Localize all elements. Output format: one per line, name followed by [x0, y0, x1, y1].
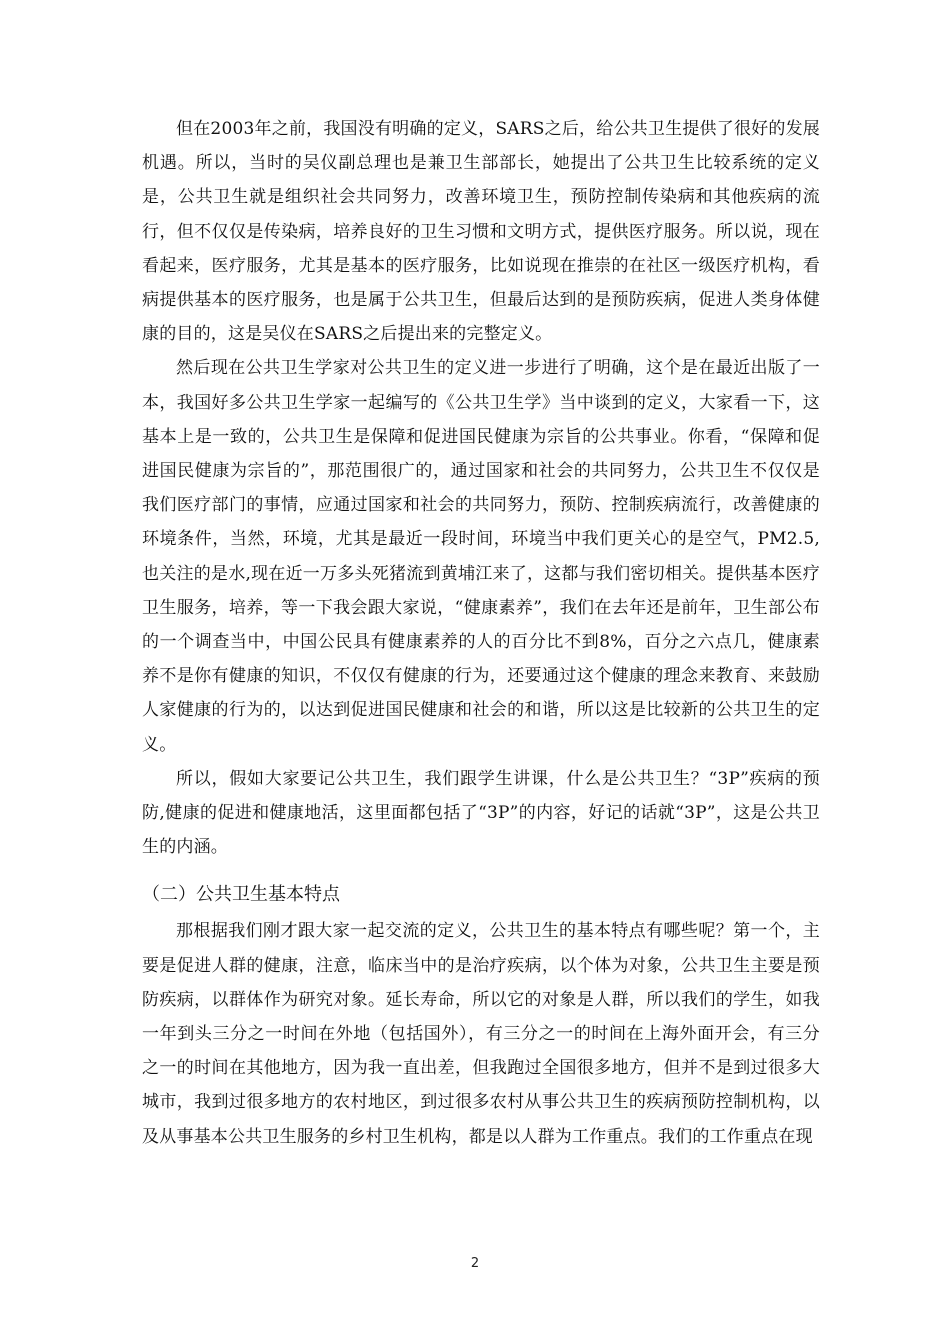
paragraph-sars-definition: 但在2003年之前，我国没有明确的定义，SARS之后，给公共卫生提供了很好的发展机遇。所以，当时的吴仪副总理也是兼卫生部部长，她提出了公共卫生比较系统的定义是，公共卫生就是组织社会共同努力，改善环境卫生，预防控制传染病和其他疾病的流行，但不仅仅是传染病，培养良好的卫生习惯和文明方式，提供医疗服务。所以说，现在看起来，医疗服务，尤其是基本的医疗服务，比如说现在推崇的在社区一级医疗机构，看病提供基本的医疗服务，也是属于公共卫生，但最后达到的是预防疾病，促进人类身体健康的目的，这是吴仪在SARS之后提出来的完整定义。 — [142, 119, 820, 345]
document-body — [142, 112, 820, 1154]
section-heading: （二）公共卫生基本特点 — [142, 884, 340, 906]
page-number: 2 — [470, 1256, 480, 1271]
paragraph-3p-summary: 所以，假如大家要记公共卫生，我们跟学生讲课，什么是公共卫生？“3P”疾病的预防,健康的促进和健康地活，这里面都包括了“3P”的内容，好记的话就“3P”，这是公共卫生的内涵。 — [142, 768, 820, 858]
paragraph-public-health-definition: 然后现在公共卫生学家对公共卫生的定义进一步进行了明确，这个是在最近出版了一本，我国好多公共卫生学家一起编写的《公共卫生学》当中谈到的定义，大家看一下，这基本上是一致的，公共卫生是保障和促进国民健康为宗旨的公共事业。你看，“保障和促进国民健康为宗旨的”，那范围很广的，通过国家和社会的共同努力，公共卫生不仅仅是我们医疗部门的事情，应通过国家和社会的共同努力，预防、控制疾病流行，改善健康的环境条件，当然，环境，尤其是最近一段时间，环境当中我们更关心的是空气，PM2.5,也关注的是水,现在近一万多头死猪流到黄埔江来了，这都与我们密切相关。提供基本医疗卫生服务，培养，等一下我会跟大家说，“健康素养”，我们在去年还是前年，卫生部公布的一个调查当中，中国公民具有健康素养的人的百分比不到8%，百分之六点几，健康素养不是你有健康的知识，不仅仅有健康的行为，还要通过这个健康的理念来教育、来鼓励人家健康的行为的，以达到促进国民健康和社会的和谐，所以这是比较新的公共卫生的定义。 — [142, 358, 820, 755]
paragraph-basic-features: 那根据我们刚才跟大家一起交流的定义，公共卫生的基本特点有哪些呢？第一个，主要是促进人群的健康，注意，临床当中的是治疗疾病，以个体为对象，公共卫生主要是预防疾病，以群体作为研究对象。延长寿命，所以它的对象是人群，所以我们的学生，如我一年到头三分之一时间在外地（包括国外），有三分之一的时间在上海外面开会，有三分之一的时间在其他地方，因为我一直出差，但我跑过全国很多地方，但并不是到过很多大城市，我到过很多地方的农村地区，到过很多农村从事公共卫生的疾病预防控制机构，以及从事基本公共卫生服务的乡村卫生机构，都是以人群为工作重点。我们的工作重点在现 — [142, 921, 820, 1147]
